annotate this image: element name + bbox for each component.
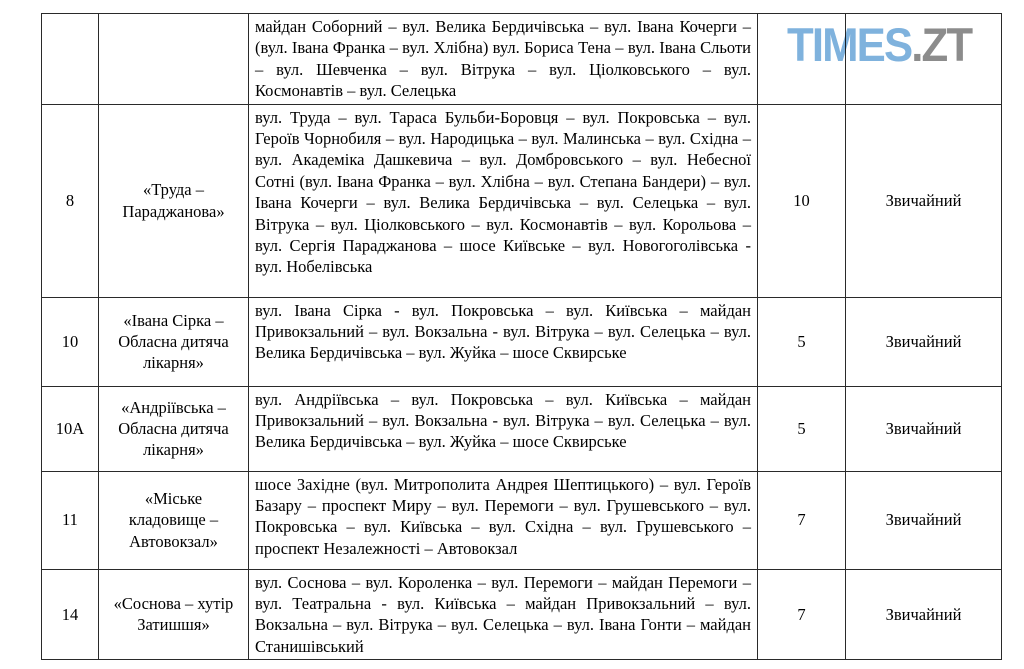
route-name-cell: «Міське кладовище – Автовокзал» — [99, 471, 249, 569]
trips-count-cell: 10 — [758, 104, 846, 297]
route-type-cell: Звичайний — [846, 104, 1002, 297]
route-number-cell: 10А — [42, 386, 99, 471]
trips-count-cell: 7 — [758, 569, 846, 660]
table-row — [42, 386, 1002, 471]
route-number-cell: 10 — [42, 297, 99, 386]
route-type-cell: Звичайний — [846, 386, 1002, 471]
routes-table — [41, 13, 1002, 660]
route-number-cell — [42, 14, 99, 105]
logo-text-primary: TIMES — [787, 18, 912, 71]
route-number-cell: 14 — [42, 569, 99, 660]
route-number-cell: 11 — [42, 471, 99, 569]
route-path-cell: вул. Труда – вул. Тараса Бульби-Боровця – вул. Покровська – вул. Героїв Чорнобиля – вул. Народицька – вул. Малинська – вул. Східна – вул. Академіка Дашкевича – вул. Домбровського – вул. Небесної Сотні (вул. Івана Франка – вул. Хлібна – вул. Степана Бандери) – вул. Івана Кочерги – вул. Велика Бердичівська – вул. Селецька – вул. Вітрука – вул. Ціолковського – вул. Космонавтів – вул. Корольова – вул. Сергія Параджанова – шосе Київське – вул. Новогоголівська - вул. Нобелівська — [249, 104, 758, 297]
route-name-cell: «Соснова – хутір Затишшя» — [99, 569, 249, 660]
route-type-cell: Звичайний — [846, 297, 1002, 386]
route-path-cell: вул. Соснова – вул. Короленка – вул. Перемоги – майдан Перемоги – вул. Театральна - вул. Київська – майдан Привокзальний – вул. Вокзальна – вул. Вітрука – вул. Селецька – вул. Івана Гонти – майдан Станишівський — [249, 569, 758, 660]
route-path-cell: шосе Західне (вул. Митрополита Андрея Шептицького) – вул. Героїв Базару – проспект Миру – вул. Перемоги – вул. Грушевського – вул. Покровська – вул. Київська – вул. Східна – вул. Грушевського – проспект Незалежності – Автовокзал — [249, 471, 758, 569]
table-row — [42, 569, 1002, 660]
times-zt-watermark-logo — [787, 14, 982, 76]
route-name-cell: «Труда – Параджанова» — [99, 104, 249, 297]
route-type-cell: Звичайний — [846, 569, 1002, 660]
table-row — [42, 471, 1002, 569]
route-path-cell: вул. Івана Сірка - вул. Покровська – вул. Київська – майдан Привокзальний – вул. Вокзальна - вул. Вітрука – вул. Селецька – вул. Велика Бердичівська – вул. Жуйка – шосе Сквирське — [249, 297, 758, 386]
trips-count-cell: 5 — [758, 297, 846, 386]
route-name-cell: «Івана Сірка – Обласна дитяча лікарня» — [99, 297, 249, 386]
route-path-cell: вул. Андріївська – вул. Покровська – вул. Київська – майдан Привокзальний – вул. Вокзальна - вул. Вітрука – вул. Селецька – вул. Велика Бердичівська – вул. Жуйка – шосе Сквирське — [249, 386, 758, 471]
table-row — [42, 104, 1002, 297]
route-number-cell: 8 — [42, 104, 99, 297]
trips-count-cell: 7 — [758, 471, 846, 569]
logo-text-secondary: .ZT — [911, 18, 972, 71]
route-path-cell: майдан Соборний – вул. Велика Бердичівська – вул. Івана Кочерги – (вул. Івана Франка – вул. Хлібна) вул. Бориса Тена – вул. Івана Сльоти – вул. Шевченка – вул. Вітрука – вул. Ціолковського – вул. Космонавтів – вул. Селецька — [249, 14, 758, 105]
route-type-cell: Звичайний — [846, 471, 1002, 569]
route-name-cell — [99, 14, 249, 105]
table-row — [42, 297, 1002, 386]
trips-count-cell: 5 — [758, 386, 846, 471]
route-name-cell: «Андріївська – Обласна дитяча лікарня» — [99, 386, 249, 471]
